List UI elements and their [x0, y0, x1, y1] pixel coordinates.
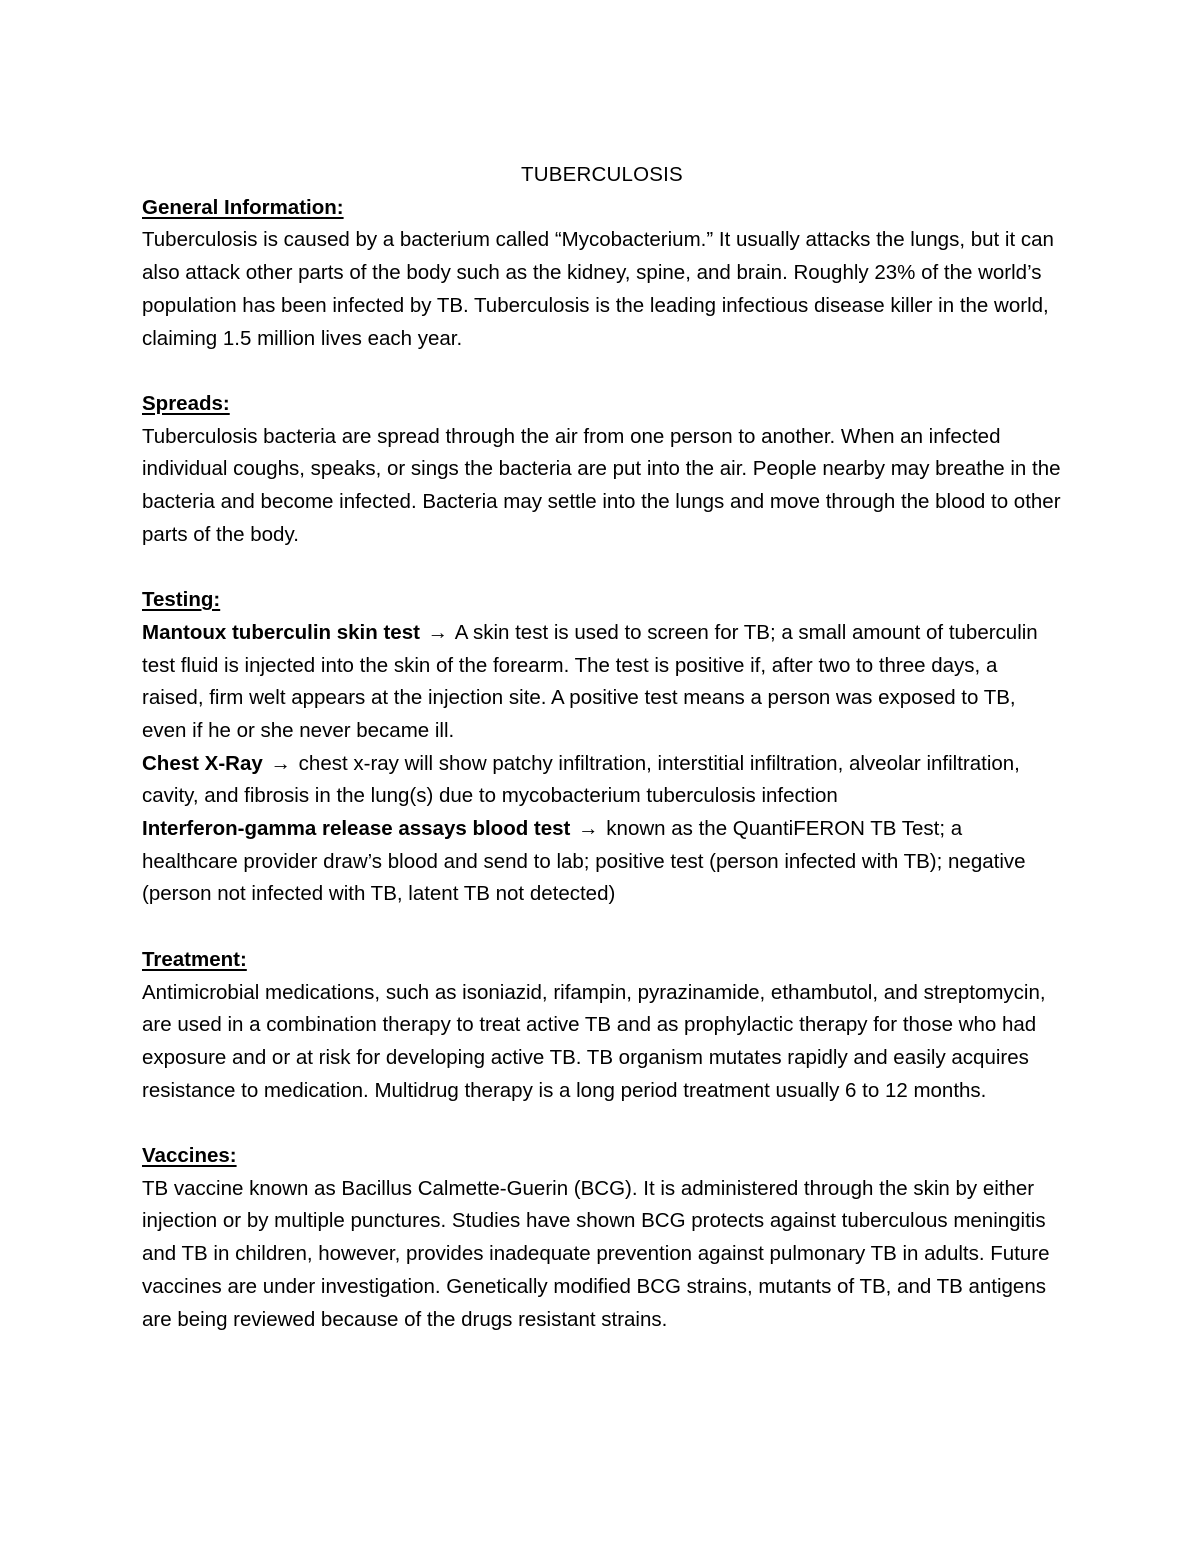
- section-heading-spreads: Spreads:: [142, 391, 230, 415]
- section-heading-general-information: General Information:: [142, 195, 344, 219]
- general-information-paragraph: Tuberculosis is caused by a bacterium called “Mycobacterium.” It usually attacks the lungs, but it can also attack other parts of the body such as the kidney, spine, and brain. Roughly 23% of the world’s population has been infected by TB. Tuberculosis is the leading infectious disease killer in the world, claiming 1.5 million lives each year.: [142, 228, 1054, 350]
- spreads-paragraph: Tuberculosis bacteria are spread through the air from one person to another. When an infected individual coughs, speaks, or sings the bacteria are put into the air. People nearby may breathe in the bacteria and become infected. Bacteria may settle into the lungs and move through the blood to other parts of the body.: [142, 424, 1061, 546]
- test-name-interferon-gamma: Interferon-gamma release assays blood test: [142, 817, 571, 841]
- arrow-right-icon: →: [427, 620, 449, 644]
- section-vaccines: [142, 1140, 1062, 1336]
- testing-item-chest-xray: [142, 748, 1062, 813]
- test-description-interferon-gamma: known as the QuantiFERON TB Test; a healthcare provider draw’s blood and send to lab; positive test (person infected with TB); negative (person not infected with TB, latent TB not detected): [142, 817, 1026, 906]
- testing-item-mantoux: [142, 617, 1062, 748]
- section-testing: [142, 584, 1062, 911]
- section-treatment: [142, 944, 1062, 1108]
- testing-item-interferon-gamma: [142, 813, 1062, 911]
- test-description-chest-xray: chest x-ray will show patchy infiltration, interstitial infiltration, alveolar infiltration, cavity, and fibrosis in the lung(s) due to mycobacterium tuberculosis infection: [142, 751, 1020, 808]
- test-description-mantoux: A skin test is used to screen for TB; a small amount of tuberculin test fluid is injected into the skin of the forearm. The test is positive if, after two to three days, a raised, firm welt appears at the injection site. A positive test means a person was exposed to TB, even if he or she never became ill.: [142, 620, 1038, 742]
- test-name-mantoux: Mantoux tuberculin skin test: [142, 620, 420, 644]
- section-heading-vaccines: Vaccines:: [142, 1144, 237, 1168]
- document-content: [142, 159, 1062, 1336]
- treatment-paragraph: Antimicrobial medications, such as isoniazid, rifampin, pyrazinamide, ethambutol, and streptomycin, are used in a combination therapy to treat active TB and as prophylactic therapy for those who had exposure and or at risk for developing active TB. TB organism mutates rapidly and easily acquires resistance to medication. Multidrug therapy is a long period treatment usually 6 to 12 months.: [142, 980, 1046, 1102]
- section-spreads: [142, 388, 1062, 552]
- arrow-right-icon: →: [578, 817, 599, 841]
- arrow-right-icon: →: [270, 751, 291, 775]
- document-title: TUBERCULOSIS: [521, 163, 683, 186]
- section-heading-testing: Testing:: [142, 588, 221, 612]
- test-name-chest-xray: Chest X-Ray: [142, 751, 263, 775]
- vaccines-paragraph: TB vaccine known as Bacillus Calmette-Guerin (BCG). It is administered through the skin by either injection or by multiple punctures. Studies have shown BCG protects against tuberculous meningitis and TB in children, however, provides inadequate prevention against pulmonary TB in adults. Future vaccines are under investigation. Genetically modified BCG strains, mutants of TB, and TB antigens are being reviewed because of the drugs resistant strains.: [142, 1176, 1050, 1331]
- section-heading-treatment: Treatment:: [142, 947, 247, 971]
- section-general-information: [142, 192, 1062, 356]
